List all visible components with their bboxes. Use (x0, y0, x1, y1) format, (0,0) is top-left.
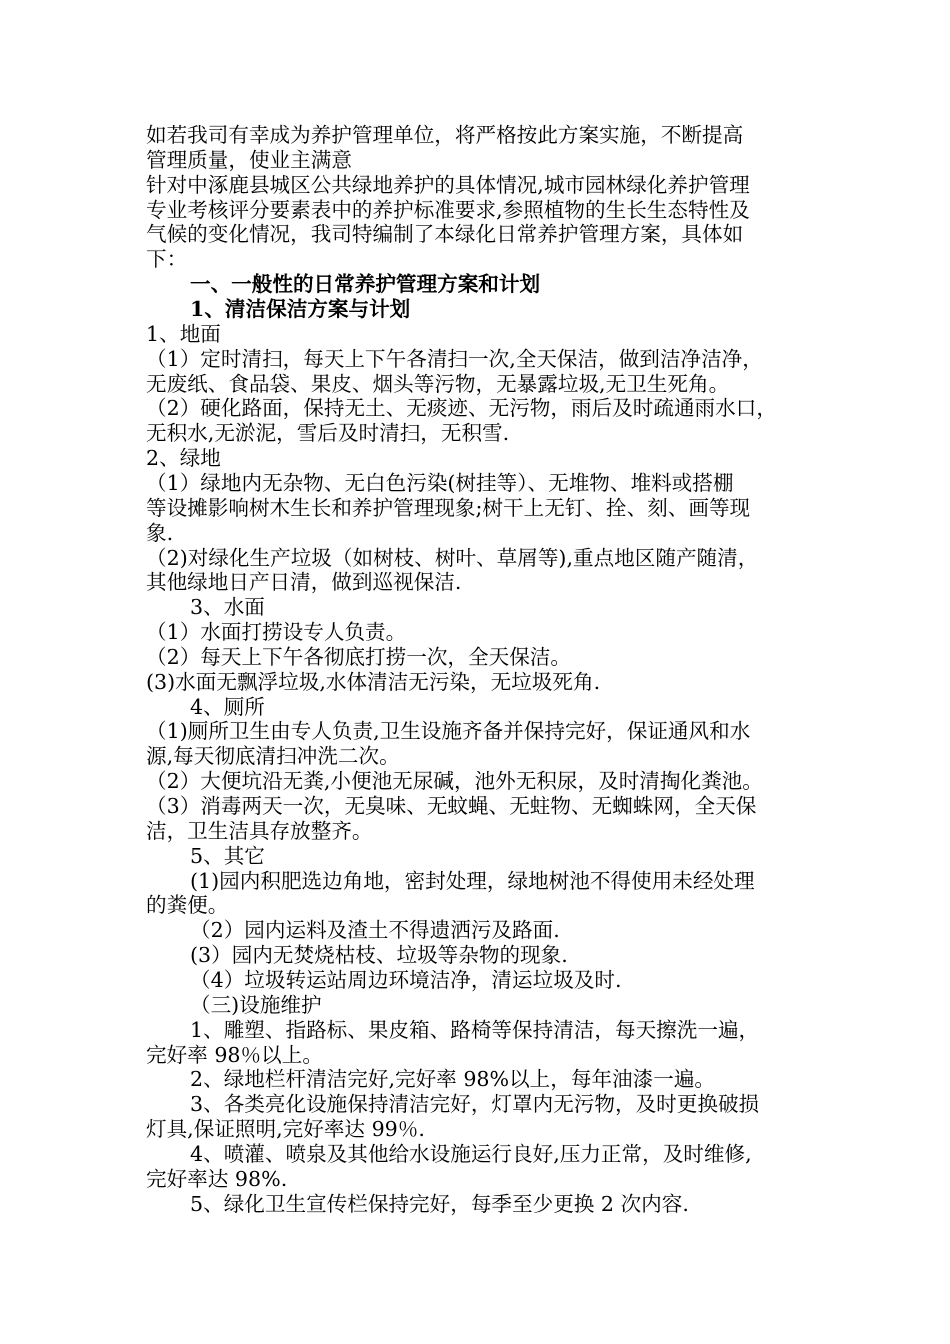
text-line: 5、绿化卫生宣传栏保持完好，每季至少更换 2 次内容. (190, 1191, 689, 1216)
text-line: 灯具,保证照明,完好率达 99％. (146, 1117, 425, 1141)
text-line: 2、绿地 (146, 446, 221, 471)
text-line: （2）大便坑沿无粪,小便池无尿碱，池外无积尿，及时清掏化粪池。 (146, 769, 763, 794)
text-line: 完好率 98％以上。 (146, 1042, 323, 1067)
section-heading: 一、一般性的日常养护管理方案和计划 (190, 272, 541, 297)
text-line: （2）园内运料及渣土不得遗洒污及路面. (190, 918, 560, 943)
text-line: 如若我司有幸成为养护管理单位，将严格按此方案实施，不断提高 (146, 123, 744, 147)
text-line: 5、其它 (190, 843, 265, 868)
text-line: 3、各类亮化设施保持清洁完好，灯罩内无污物，及时更换破损 (190, 1092, 760, 1117)
text-line: 的粪便。 (146, 893, 229, 918)
text-line: 2、绿地栏杆清洁完好,完好率 98%以上，每年油漆一遍。 (190, 1067, 716, 1092)
text-line: 下： (146, 247, 188, 272)
text-line: 针对中涿鹿县城区公共绿地养护的具体情况,城市园林绿化养护管理 (146, 172, 750, 197)
text-line: （三)设施维护 (190, 992, 322, 1017)
text-line: 源,每天彻底清扫冲洗二次。 (146, 744, 400, 769)
text-line: （2）硬化路面，保持无土、无痰迹、无污物，雨后及时疏通雨水口， (146, 396, 777, 421)
text-line: 无积水,无淤泥，雪后及时清扫，无积雪. (146, 421, 510, 446)
text-line: （1）绿地内无杂物、无白色污染(树挂等）、无堆物、堆料或搭棚 (146, 470, 734, 495)
text-line: （2)对绿化生产垃圾（如树枝、树叶、草屑等),重点地区随产随清， (146, 545, 759, 570)
text-line: (1)园内积肥选边角地，密封处理，绿地树池不得使用未经处理 (190, 868, 755, 893)
text-line: 其他绿地日产日清，做到巡视保洁. (146, 570, 462, 595)
text-line: 等设摊影响树木生长和养护管理现象;树干上无钉、拴、刻、画等现 (146, 495, 751, 520)
text-line: （3）消毒两天一次，无臭味、无蚊蝇、无蛀物、无蜘蛛网，全天保 (146, 794, 757, 818)
text-line: （1）水面打捞设专人负责。 (146, 620, 407, 644)
text-line: 3、水面 (190, 595, 265, 620)
text-line: （4）垃圾转运站周边环境洁净，清运垃圾及时. (190, 967, 622, 992)
text-line: 无废纸、食品袋、果皮、烟头等污物，无暴露垃圾,无卫生死角。 (146, 371, 730, 396)
text-line: （1）定时清扫，每天上下午各清扫一次,全天保洁，做到洁净洁净， (146, 346, 763, 371)
section-heading: 1、清洁保洁方案与计划 (190, 297, 411, 321)
text-line: 4、厕所 (190, 694, 265, 719)
text-line: 1、雕塑、指路标、果皮箱、路椅等保持清洁，每天擦洗一遍， (190, 1017, 760, 1042)
text-line: 1、地面 (146, 321, 221, 346)
text-line: 洁，卫生洁具存放整齐。 (146, 818, 373, 843)
text-line: （2）每天上下午各彻底打捞一次，全天保洁。 (146, 644, 571, 669)
text-line: 专业考核评分要素表中的养护标准要求,参照植物的生长生态特性及 (146, 197, 750, 222)
text-line: 管理质量，使业主满意 (146, 147, 352, 172)
text-line: 象. (146, 520, 174, 545)
text-line: （1)厕所卫生由专人负责,卫生设施齐备并保持完好，保证通风和水 (146, 719, 751, 744)
text-line: 4、喷灌、喷泉及其他给水设施运行良好,压力正常，及时维修, (190, 1141, 752, 1166)
text-line: (3)水面无飘浮垃圾,水体清洁无污染，无垃圾死角. (146, 669, 601, 694)
text-line: (3）园内无焚烧枯枝、垃圾等杂物的现象. (190, 943, 568, 968)
text-line: 气候的变化情况，我司特编制了本绿化日常养护管理方案，具体如 (146, 222, 744, 247)
text-line: 完好率达 98%. (146, 1166, 288, 1191)
